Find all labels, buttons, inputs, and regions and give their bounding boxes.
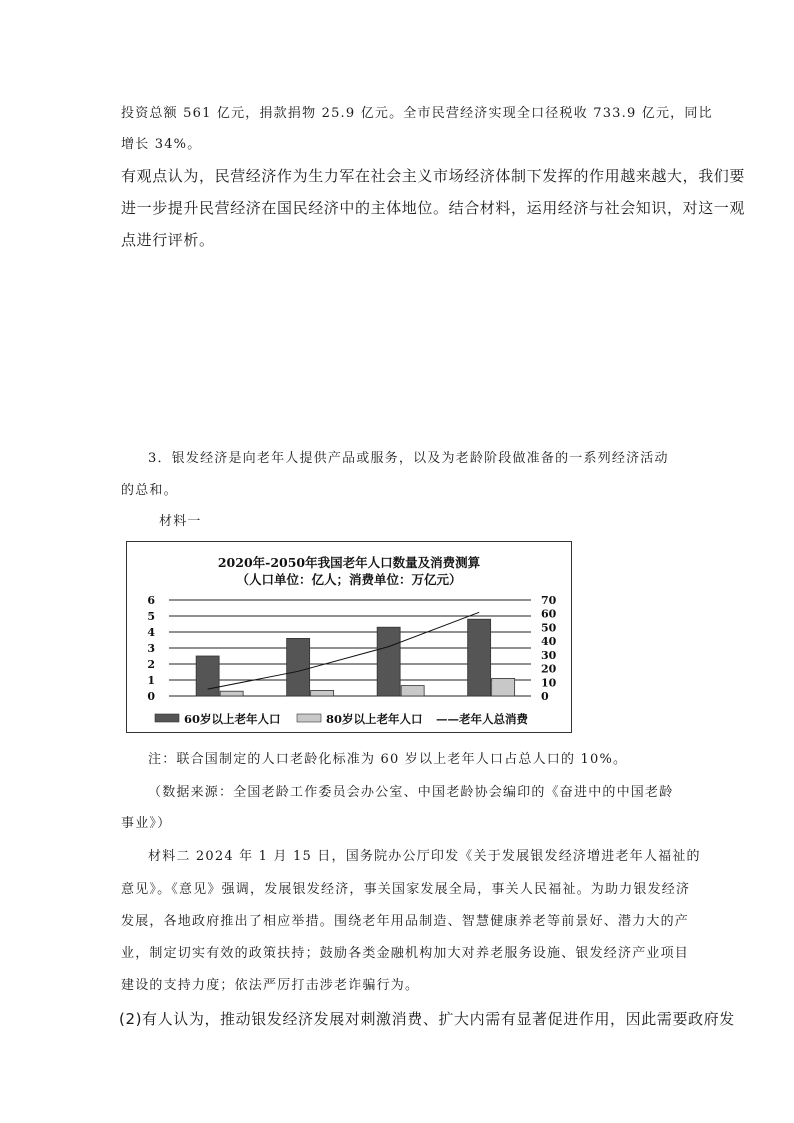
section-intro-line: 3．银发经济是向老年人提供产品或服务，以及为老龄阶段做准备的一系列经济活动 (148, 451, 669, 466)
question-text-line: 点进行评析。 (121, 231, 215, 249)
chart-svg (127, 542, 571, 732)
section-intro-line: 的总和。 (121, 483, 178, 498)
material-label: 材料一 (159, 514, 202, 529)
bar-80-plus (492, 678, 515, 696)
legend-swatch-80-plus (297, 714, 321, 722)
right-axis-tick-label: 40 (541, 635, 557, 649)
bar-60-plus (287, 638, 310, 696)
material2-line: 建设的支持力度；依法严厉打击涉老诈骗行为。 (121, 978, 420, 993)
bar-80-plus (311, 690, 334, 696)
right-axis-tick-label: 20 (541, 662, 557, 676)
body-text-line: 投资总额 561 亿元，捐款捐物 25.9 亿元。全市民营经济实现全口径税收 733.9 亿元，同比 (121, 106, 713, 121)
legend-label-80-plus: 80岁以上老年人口 (326, 712, 423, 726)
legend-label-total-consumption: ——老年人总消费 (436, 712, 528, 726)
line-total-consumption (208, 612, 480, 689)
chart-subtitle: （人口单位：亿人；消费单位：万亿元） (236, 572, 462, 587)
chart (126, 541, 572, 733)
question-text-line: 进一步提升民营经济在国民经济中的主体地位。结合材料，运用经济与社会知识，对这一观 (121, 199, 746, 217)
material2-line: 材料二 2024 年 1 月 15 日，国务院办公厅印发《关于发展银发经济增进老年人福祉的 (148, 849, 701, 864)
material2-line: 发展，各地政府推出了相应举措。围绕老年用品制造、智慧健康养老等前景好、潜力大的产 (121, 914, 690, 929)
right-axis-tick-label: 0 (541, 690, 549, 703)
bar-80-plus (401, 686, 424, 696)
bar-80-plus (220, 691, 243, 696)
left-axis-tick-label: 6 (147, 594, 155, 607)
bar-60-plus (468, 619, 491, 696)
data-source-line: （数据来源：全国老龄工作委员会办公室、中国老龄协会编印的《奋进中的中国老龄 (148, 785, 674, 800)
legend-label-60-plus: 60岁以上老年人口 (184, 712, 281, 726)
bar-60-plus (377, 627, 400, 696)
material2-line: 业，制定切实有效的政策扶持；鼓励各类金融机构加大对养老服务设施、银发经济产业项目 (121, 946, 690, 961)
right-axis-tick-label: 10 (541, 676, 557, 690)
material2-line: 意见》。《意见》强调，发展银发经济，事关国家发展全局，事关人民福祉。为助力银发经济 (121, 882, 691, 897)
left-axis-tick-label: 4 (147, 626, 155, 639)
question-text-line: 有观点认为，民营经济作为生力军在社会主义市场经济体制下发挥的作用越来越大，我们要 (121, 167, 746, 185)
right-axis-tick-label: 50 (541, 621, 557, 635)
left-axis-tick-label: 3 (147, 642, 155, 655)
chart-title: 2020年-2050年我国老年人口数量及消费测算 (217, 555, 481, 570)
left-axis-tick-label: 0 (147, 690, 155, 703)
left-axis-tick-label: 2 (147, 658, 155, 671)
legend-swatch-60-plus (155, 714, 179, 722)
data-source-line: 事业》） (121, 816, 172, 831)
right-axis-tick-label: 30 (541, 648, 557, 662)
body-text-line: 增长 34%。 (121, 137, 202, 152)
chart-note: 注：联合国制定的人口老龄化标准为 60 岁以上老年人口占总人口的 10%。 (148, 752, 628, 767)
right-axis-tick-label: 60 (541, 607, 557, 621)
right-axis-tick-label: 70 (541, 594, 557, 607)
left-axis-tick-label: 1 (147, 674, 155, 687)
left-axis-tick-label: 5 (147, 610, 155, 623)
question-text-line: (2)有人认为，推动银发经济发展对刺激消费、扩大内需有显著促进作用，因此需要政府发 (119, 1010, 735, 1028)
bar-60-plus (196, 656, 219, 696)
